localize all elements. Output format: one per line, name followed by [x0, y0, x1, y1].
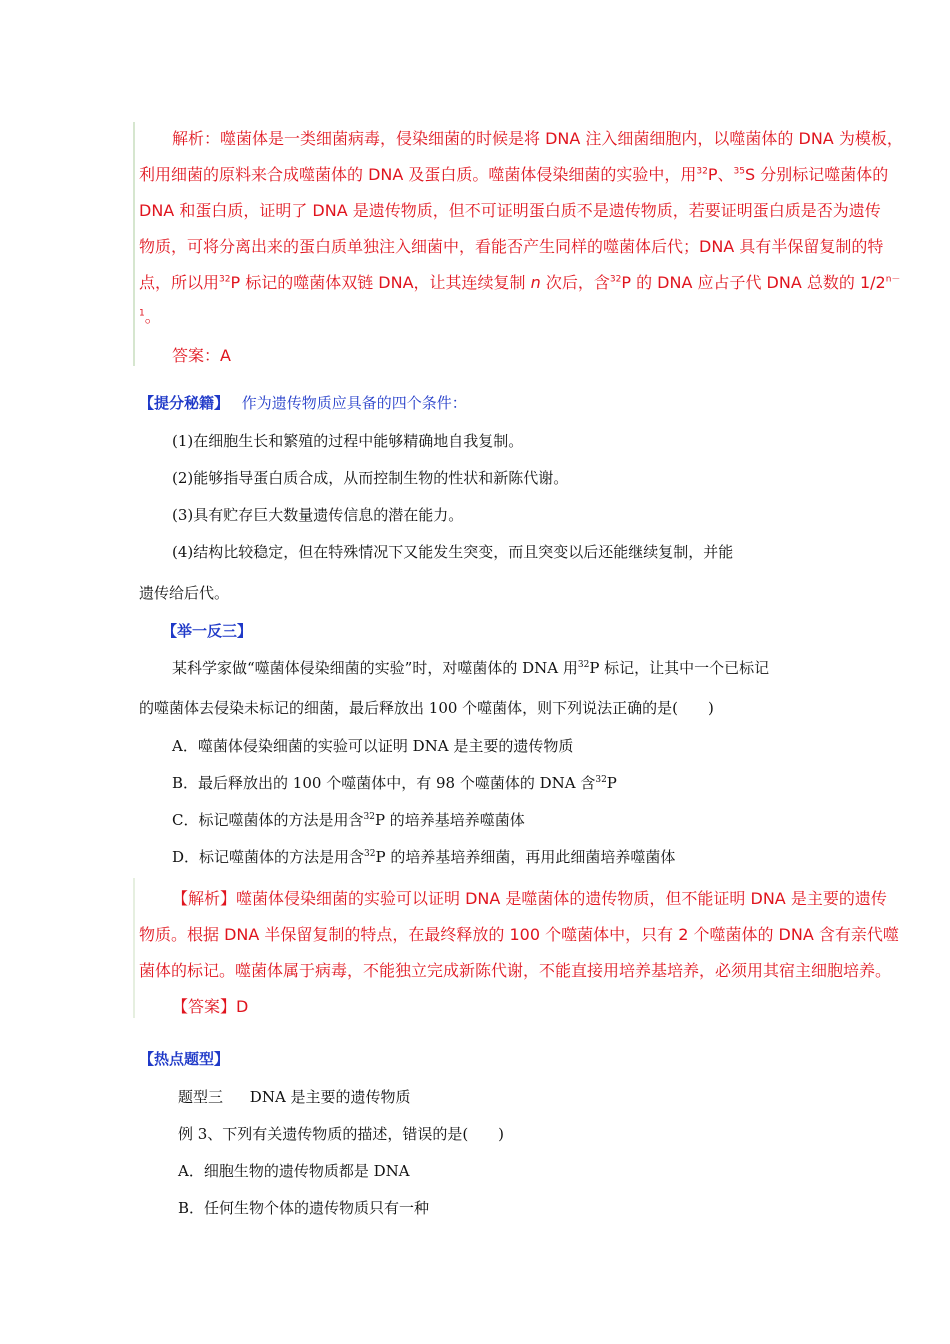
practice-heading: 【举一反三】	[162, 622, 253, 640]
practice-question-line2: 的噬菌体去侵染未标记的细菌，最后释放出 100 个噬菌体，则下列说法正确的是( )	[139, 699, 714, 717]
practice-option-c: C．标记噬菌体的方法是用含$^{32}$P 的培养基培养噬菌体	[172, 811, 525, 829]
analysis2-line3: 菌体的标记。噬菌体属于病毒，不能独立完成新陈代谢，不能直接用培养基培养，必须用其宿主细胞培养。	[139, 961, 892, 980]
hot-example: 例 3、下列有关遗传物质的描述，错误的是( )	[178, 1125, 505, 1143]
hot-option-b: B．任何生物个体的遗传物质只有一种	[178, 1199, 430, 1217]
tips-item-1: (1)在细胞生长和繁殖的过程中能够精确地自我复制。	[172, 432, 524, 450]
margin-bar-1	[133, 122, 135, 366]
hot-option-a: A．细胞生物的遗传物质都是 DNA	[178, 1162, 410, 1180]
analysis1-line4: 物质，可将分离出来的蛋白质单独注入细菌中，看能否产生同样的噬菌体后代；DNA 具有半保留复制的特	[139, 237, 884, 256]
practice-option-b: B．最后释放出的 100 个噬菌体中，有 98 个噬菌体的 DNA 含$^{32}$P	[172, 774, 617, 792]
analysis2-answer: 【答案】D	[172, 997, 249, 1016]
margin-bar-2	[133, 878, 135, 1018]
analysis2-line2: 物质。根据 DNA 半保留复制的特点，在最终释放的 100 个噬菌体中，只有 2 个噬菌体的 DNA 含有亲代噬	[139, 925, 899, 944]
tips-line	[139, 392, 467, 413]
practice-question-line1: 某科学家做“噬菌体侵染细菌的实验”时，对噬菌体的 DNA 用$^{32}$P 标记，让其中一个已标记	[172, 659, 770, 677]
practice-option-a: A．噬菌体侵染细菌的实验可以证明 DNA 是主要的遗传物质	[172, 737, 574, 755]
hot-type-title: DNA 是主要的遗传物质	[249, 1088, 411, 1106]
tips-item-4: (4)结构比较稳定，但在特殊情况下又能发生突变，而且突变以后还能继续复制，并能	[172, 543, 734, 561]
analysis1-line5: 点，所以用$^{32}$P 标记的噬菌体双链 DNA，让其连续复制 n 次后，含$^{32}$P 的 DNA 应占子代 DNA 总数的 $1/2^{n-}$	[139, 273, 901, 292]
analysis1-line3: DNA 和蛋白质，证明了 DNA 是遗传物质，但不可证明蛋白质不是遗传物质，若要证明蛋白质是否为遗传	[139, 201, 881, 220]
analysis1-line2: 利用细菌的原料来合成噬菌体的 DNA 及蛋白质。噬菌体侵染细菌的实验中，用$^{32}$P、$^{35}$S 分别标记噬菌体的	[139, 165, 889, 184]
tips-item-2: (2)能够指导蛋白质合成，从而控制生物的性状和新陈代谢。	[172, 469, 569, 487]
practice-option-d: D．标记噬菌体的方法是用含$^{32}$P 的培养基培养细菌，再用此细菌培养噬菌体	[172, 848, 676, 866]
analysis1-line1: 解析：噬菌体是一类细菌病毒，侵染细菌的时候是将 DNA 注入细菌细胞内，以噬菌体的 DNA 为模板，	[172, 129, 903, 148]
analysis1-line6: $^1$。	[139, 307, 161, 326]
hot-type-line	[178, 1086, 411, 1107]
hot-heading: 【热点题型】	[139, 1050, 230, 1068]
hot-type-label: 题型三	[178, 1088, 224, 1106]
tips-heading: 【提分秘籍】	[139, 394, 230, 412]
analysis1-answer: 答案：A	[172, 346, 231, 365]
analysis2-line1: 【解析】噬菌体侵染细菌的实验可以证明 DNA 是噬菌体的遗传物质，但不能证明 DNA 是主要的遗传	[172, 889, 887, 908]
tips-intro: 作为遗传物质应具备的四个条件：	[241, 394, 467, 412]
tips-item-4-cont: 遗传给后代。	[139, 584, 230, 602]
tips-item-3: (3)具有贮存巨大数量遗传信息的潜在能力。	[172, 506, 464, 524]
